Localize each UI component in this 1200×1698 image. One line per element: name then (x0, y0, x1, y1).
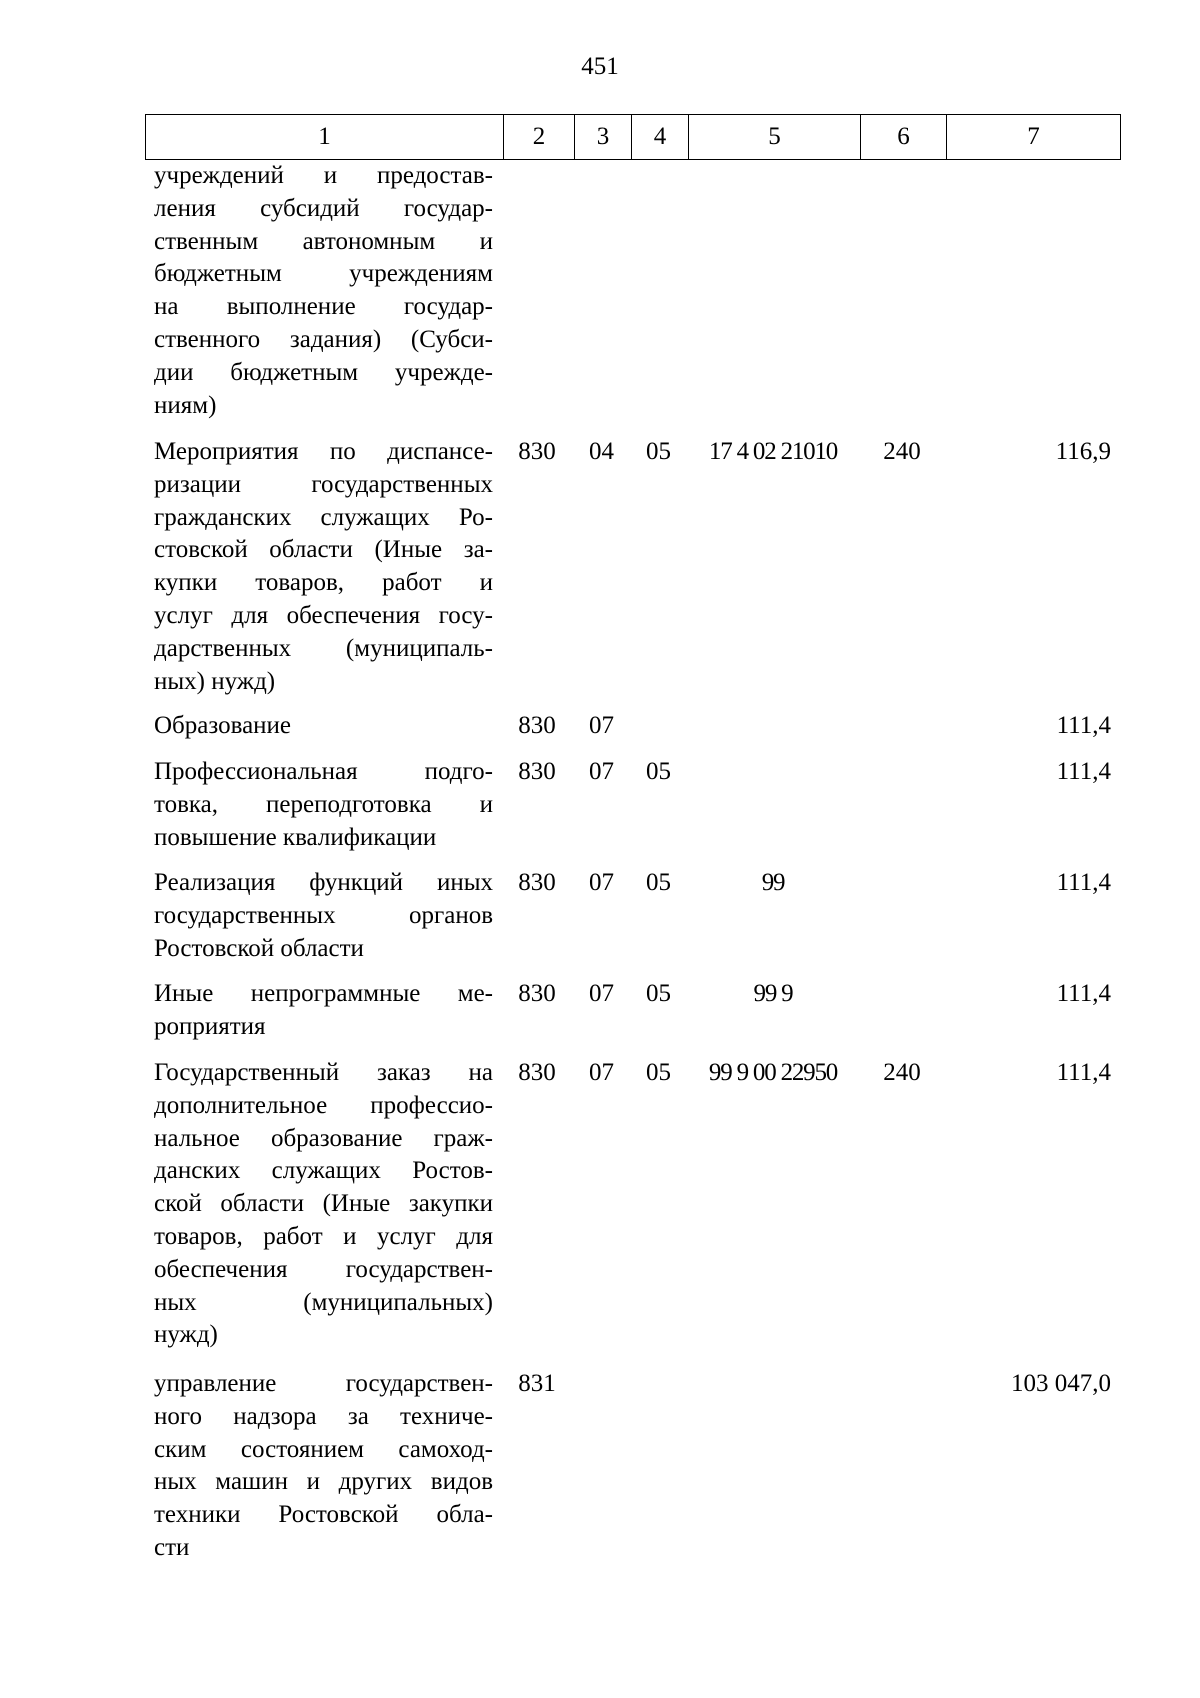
description-line: дии бюджетным учрежде- (154, 358, 493, 386)
row-code-section: 07 (589, 712, 614, 739)
column-header-6: 6 (861, 115, 947, 160)
description-line: ской области (Иные закупки (154, 1190, 493, 1218)
description-line: управление государствен- (154, 1370, 493, 1397)
description-line: на выполнение государ- (154, 293, 493, 321)
description-line: Образование (154, 712, 292, 739)
description-line: повышение квалификации (154, 823, 437, 851)
description-line: услуг для обеспечения госу- (154, 601, 493, 629)
row-code-expense-type: 240 (883, 1059, 921, 1086)
column-header-5: 5 (689, 115, 861, 160)
row-code-section: 04 (589, 438, 614, 465)
row-code-admin: 830 (518, 758, 556, 785)
row-code-section: 07 (589, 980, 614, 1007)
row-code-subsection: 05 (646, 1059, 671, 1086)
description-line: ных) нужд) (154, 667, 276, 695)
column-header-table (145, 114, 1121, 160)
row-description (154, 436, 493, 698)
column-header-7: 7 (947, 115, 1121, 160)
row-description (154, 867, 493, 965)
row-code-section: 07 (589, 758, 614, 785)
row-description (154, 710, 493, 743)
description-line: нальное образование граж- (154, 1124, 493, 1152)
row-code-admin: 830 (518, 869, 556, 896)
column-header-3: 3 (575, 115, 632, 160)
description-line: ных машин и других видов (154, 1468, 493, 1496)
row-amount: 116,9 (1055, 438, 1111, 465)
description-line: ных (муниципальных) (154, 1288, 493, 1316)
description-line: ственного задания) (Субси- (154, 325, 493, 353)
row-amount: 111,4 (1056, 712, 1111, 739)
description-line: государственных органов (154, 901, 493, 929)
description-line: купки товаров, работ и (154, 569, 493, 597)
column-header-1: 1 (146, 115, 504, 160)
row-amount: 111,4 (1056, 758, 1111, 785)
description-line: дополнительное профессио- (154, 1091, 493, 1119)
description-line: сти (154, 1533, 190, 1561)
description-line: Мероприятия по диспансе- (154, 438, 493, 465)
row-amount: 103 047,0 (1011, 1370, 1111, 1397)
description-line: данских служащих Ростов- (154, 1157, 493, 1185)
row-description (154, 978, 493, 1044)
column-header-4: 4 (632, 115, 689, 160)
row-amount: 111,4 (1056, 1059, 1111, 1086)
row-code-target-article: 99 (761, 869, 785, 896)
description-line: Ростовской области (154, 934, 364, 962)
description-line: товаров, работ и услуг для (154, 1222, 493, 1250)
row-code-subsection: 05 (646, 980, 671, 1007)
row-code-subsection: 05 (646, 438, 671, 465)
description-line: ственным автономным и (154, 227, 493, 255)
column-header-row (146, 115, 1121, 160)
row-code-section: 07 (589, 869, 614, 896)
description-line: учреждений и предостав- (154, 162, 493, 189)
row-code-target-article: 99 9 (753, 980, 793, 1007)
description-line: обеспечения государствен- (154, 1255, 493, 1283)
description-line: ного надзора за техниче- (154, 1402, 493, 1430)
row-code-admin: 830 (518, 438, 556, 465)
description-line: техники Ростовской обла- (154, 1501, 493, 1529)
column-header-2: 2 (504, 115, 575, 160)
description-line: ским состоянием самоход- (154, 1435, 493, 1463)
row-code-admin: 831 (518, 1370, 556, 1397)
description-line: ризации государственных (154, 470, 493, 498)
row-description (154, 756, 493, 854)
description-line: товка, переподготовка и (154, 790, 493, 818)
description-line: Реализация функций иных (154, 869, 493, 896)
row-description (154, 160, 493, 422)
description-line: Профессиональная подго- (154, 758, 493, 785)
row-code-subsection: 05 (646, 869, 671, 896)
page-number: 451 (581, 53, 619, 80)
row-description (154, 1368, 493, 1565)
row-code-admin: 830 (518, 712, 556, 739)
description-line: Государственный заказ на (154, 1059, 493, 1086)
row-amount: 111,4 (1056, 869, 1111, 896)
description-line: дарственных (муниципаль- (154, 634, 493, 662)
description-line: ления субсидий государ- (154, 194, 493, 222)
description-line: гражданских служащих Ро- (154, 503, 493, 531)
row-amount: 111,4 (1056, 980, 1111, 1007)
row-code-section: 07 (589, 1059, 614, 1086)
row-code-admin: 830 (518, 1059, 556, 1086)
row-code-target-article: 99 9 00 22950 (708, 1059, 838, 1086)
row-code-expense-type: 240 (883, 438, 921, 465)
description-line: стовской области (Иные за- (154, 536, 493, 564)
description-line: роприятия (154, 1012, 266, 1040)
row-code-subsection: 05 (646, 758, 671, 785)
description-line: бюджетным учреждениям (154, 260, 493, 288)
description-line: Иные непрограммные ме- (154, 980, 493, 1007)
row-code-admin: 830 (518, 980, 556, 1007)
row-code-target-article: 17 4 02 21010 (708, 438, 838, 465)
description-line: нужд) (154, 1321, 218, 1349)
row-description (154, 1057, 493, 1352)
description-line: ниям) (154, 391, 217, 419)
